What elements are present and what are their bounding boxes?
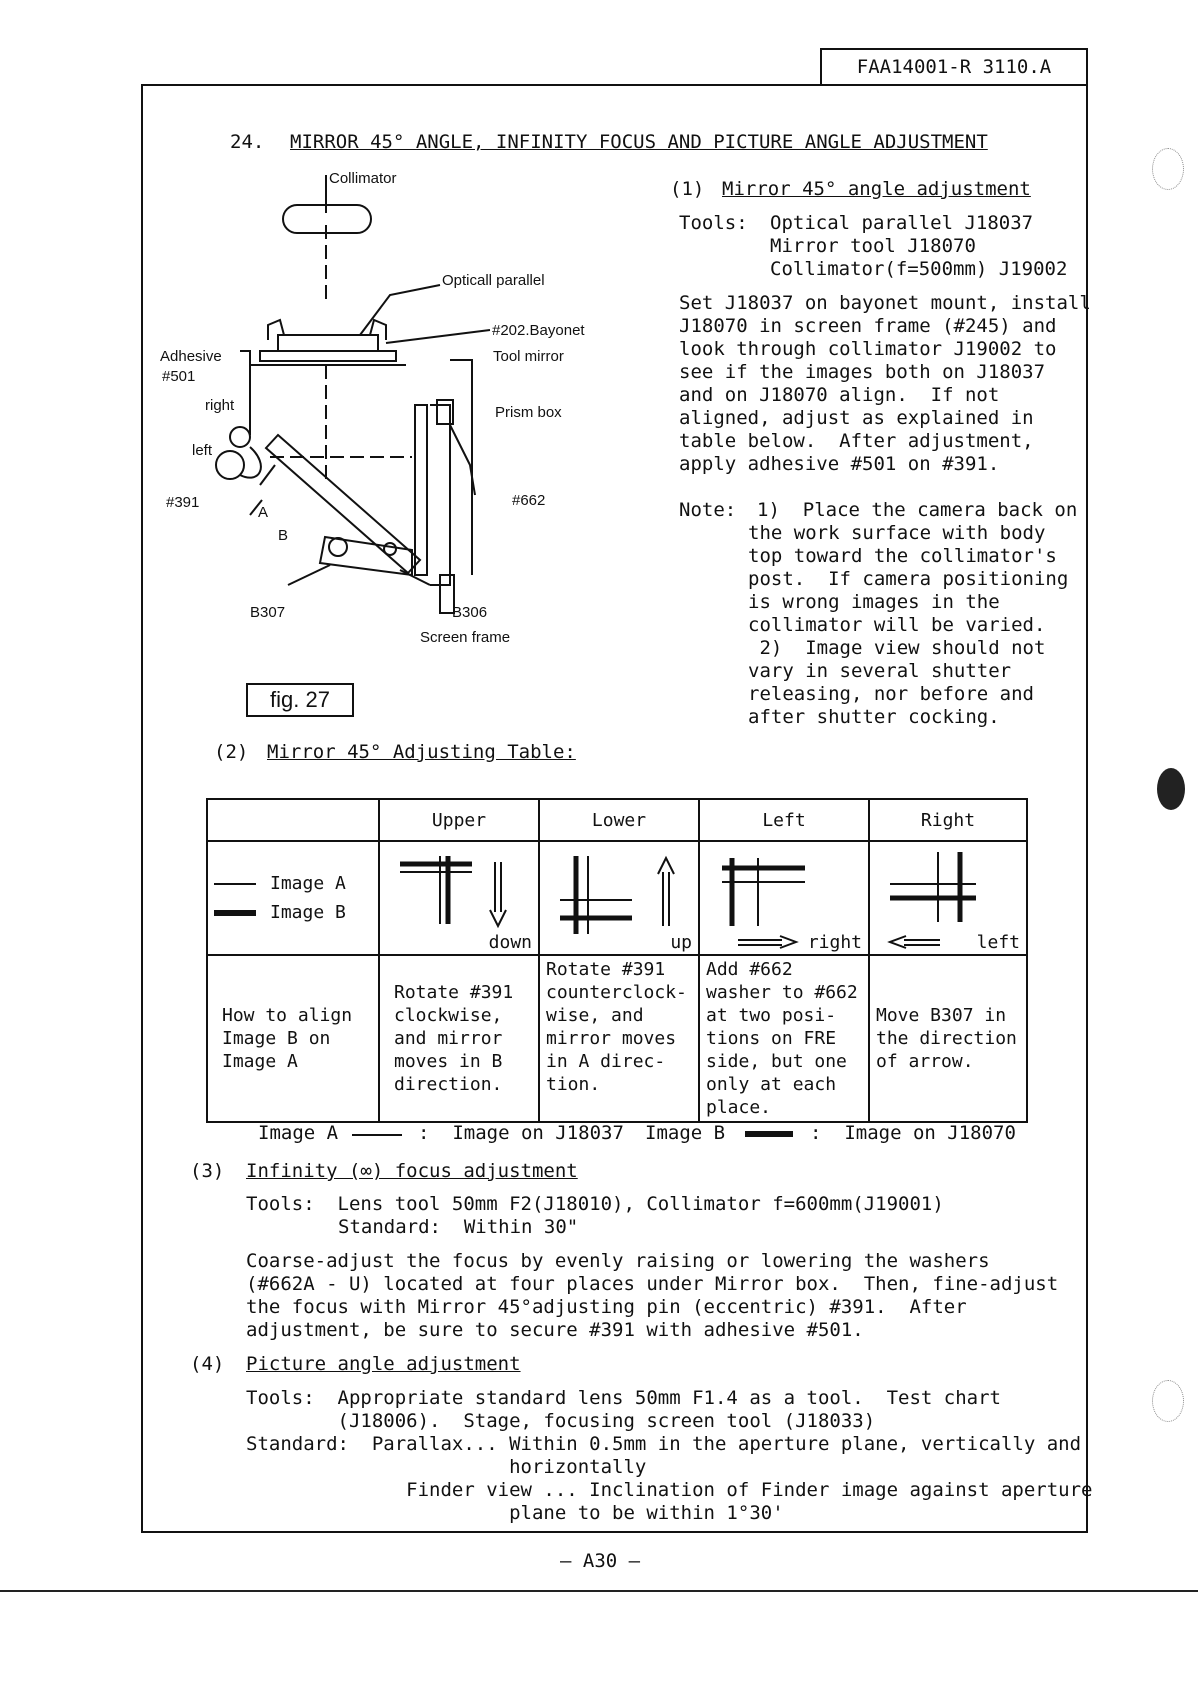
lower-line-1: Rotate #391 — [546, 959, 666, 980]
upper-line-4: moves in B — [394, 1051, 503, 1072]
left-line-4: tions on FRE — [706, 1028, 837, 1049]
label-right: right — [205, 397, 235, 414]
right-instructions — [869, 955, 1027, 1122]
part3-para-4: adjustment, be sure to secure #391 with adhesive #501. — [246, 1319, 864, 1341]
note-line-5: is wrong images in the — [748, 591, 1000, 613]
label-adhesive: Adhesive — [160, 348, 222, 365]
part1-tool-3: Collimator(f=500mm) J19002 — [770, 258, 1068, 280]
label-tool-mirror: Tool mirror — [493, 348, 564, 365]
table-corner — [207, 799, 379, 841]
part4-line-3: Standard: Parallax... Within 0.5mm in the aperture plane, vertically and — [246, 1433, 1082, 1455]
part1-number: (1) — [670, 178, 705, 200]
right-line-2: the direction — [876, 1028, 1017, 1049]
table-header-left: Left — [699, 799, 869, 841]
table-header-right: Right — [869, 799, 1027, 841]
section-number: 24. — [230, 131, 265, 153]
row-label-cell — [207, 955, 379, 1122]
lower-image-cell — [539, 841, 699, 955]
left-image-cell — [699, 841, 869, 955]
upper-line-5: direction. — [394, 1074, 503, 1095]
part4-line-4: horizontally — [246, 1456, 647, 1478]
part2-number: (2) — [214, 741, 249, 763]
right-image-cell — [869, 841, 1027, 955]
part3-title: Infinity (∞) focus adjustment — [246, 1160, 578, 1182]
upper-line-1: Rotate #391 — [394, 982, 514, 1003]
legend-image-b: Image B — [270, 902, 346, 923]
part1-para-5: and on J18070 align. If not — [679, 384, 1000, 406]
label-screen-frame: Screen frame — [420, 629, 511, 646]
note-line-6: collimator will be varied. — [748, 614, 1046, 636]
label-662: #662 — [512, 492, 546, 509]
legend-a-label: Image A — [258, 1122, 339, 1144]
part3-number: (3) — [190, 1160, 225, 1182]
label-b306: B306 — [452, 604, 488, 621]
legend-image-a: Image A — [270, 873, 346, 894]
label-prism-box: Prism box — [495, 404, 562, 421]
part1-tools-label: Tools: — [679, 212, 748, 234]
legend-cell — [207, 841, 379, 955]
left-instructions — [699, 955, 869, 1122]
lower-line-3: wise, and — [546, 1005, 644, 1026]
part1-para-3: look through collimator J19002 to — [679, 338, 1057, 360]
upper-instructions — [379, 955, 539, 1122]
part1-title: Mirror 45° angle adjustment — [722, 178, 1031, 200]
part4-title: Picture angle adjustment — [246, 1353, 521, 1375]
part1-para-2: J18070 in screen frame (#245) and — [679, 315, 1057, 337]
left-line-1: Add #662 — [706, 959, 793, 980]
row-label-2: Image B on — [222, 1028, 331, 1049]
row-label-3: Image A — [222, 1051, 298, 1072]
lower-instructions — [539, 955, 699, 1122]
lower-line-5: in A direc- — [546, 1051, 666, 1072]
part3-para-2: (#662A - U) located at four places under Mirror box. Then, fine-adjust — [246, 1273, 1059, 1295]
part4-line-1: Tools: Appropriate standard lens 50mm F1.4 as a tool. Test chart — [246, 1387, 1001, 1409]
note-line-2: the work surface with body — [748, 522, 1046, 544]
note-line-1: 1) Place the camera back on — [757, 499, 1078, 521]
image-b-line-icon — [214, 910, 256, 916]
left-line-7: place. — [706, 1097, 772, 1118]
part1-para-7: table below. After adjustment, — [679, 430, 1034, 452]
part3-standard: Standard: Within 30" — [338, 1216, 579, 1238]
dir-down: down — [488, 932, 532, 953]
document-id: FAA14001-R 3110.A — [820, 48, 1088, 84]
right-line-3: of arrow. — [876, 1051, 974, 1072]
part1-para-6: aligned, adjust as explained in — [679, 407, 1034, 429]
note-line-7: 2) Image view should not — [748, 637, 1046, 659]
table-header-upper: Upper — [379, 799, 539, 841]
left-line-5: side, but one — [706, 1051, 847, 1072]
left-line-6: only at each — [706, 1074, 837, 1095]
label-collimator: Collimator — [329, 170, 397, 187]
label-left: left — [192, 442, 213, 459]
label-a: A — [258, 504, 269, 521]
punch-hole-mark — [1157, 768, 1185, 810]
part1-tool-2: Mirror tool J18070 — [770, 235, 976, 257]
label-391: #391 — [166, 494, 200, 511]
label-bayonet: #202.Bayonet — [492, 322, 585, 339]
figure-caption: fig. 27 — [246, 683, 354, 717]
note-line-10: after shutter cocking. — [748, 706, 1000, 728]
note-label: Note: — [679, 499, 737, 521]
note-line-4: post. If camera positioning — [748, 568, 1069, 590]
page-number: — A30 — — [560, 1550, 641, 1572]
part3-para-1: Coarse-adjust the focus by evenly raising or lowering the washers — [246, 1250, 990, 1272]
note-line-9: releasing, nor before and — [748, 683, 1034, 705]
part4-line-6: plane to be within 1°30' — [246, 1502, 784, 1524]
legend-a-line-icon — [352, 1134, 402, 1136]
mirror-diagram — [150, 165, 630, 725]
legend-a-text: : Image on J18037 — [418, 1122, 624, 1144]
part3-tools: Tools: Lens tool 50mm F2(J18010), Collimator f=600mm(J19001) — [246, 1193, 944, 1215]
punch-hole-top — [1152, 148, 1184, 190]
row-label-1: How to align — [222, 1005, 353, 1026]
part4-line-2: (J18006). Stage, focusing screen tool (J18033) — [246, 1410, 876, 1432]
part1-tool-1: Optical parallel J18037 — [770, 212, 1034, 234]
part3-para-3: the focus with Mirror 45°adjusting pin (eccentric) #391. After — [246, 1296, 967, 1318]
part4-line-5: Finder view ... Inclination of Finder image against aperture — [246, 1479, 1093, 1501]
section-title: MIRROR 45° ANGLE, INFINITY FOCUS AND PICTURE ANGLE ADJUSTMENT — [290, 131, 988, 153]
legend-b-text: : Image on J18070 — [810, 1122, 1016, 1144]
dir-right: right — [807, 932, 862, 953]
part1-para-1: Set J18037 on bayonet mount, install — [679, 292, 1091, 314]
label-optical-parallel: Opticall parallel — [442, 272, 545, 289]
lower-line-6: tion. — [546, 1074, 601, 1095]
punch-hole-bottom — [1152, 1380, 1184, 1422]
bottom-rule — [0, 1590, 1198, 1592]
upper-line-3: and mirror — [394, 1028, 503, 1049]
lower-line-4: mirror moves — [546, 1028, 677, 1049]
note-line-8: vary in several shutter — [748, 660, 1012, 682]
dir-up: up — [670, 932, 692, 953]
part4-number: (4) — [190, 1353, 225, 1375]
right-line-1: Move B307 in — [876, 1005, 1007, 1026]
note-line-3: top toward the collimator's — [748, 545, 1057, 567]
adjusting-table — [206, 798, 1028, 1123]
legend-b-line-icon — [745, 1131, 793, 1137]
part1-para-4: see if the images both on J18037 — [679, 361, 1046, 383]
legend-b-label: Image B — [645, 1122, 726, 1144]
part2-title: Mirror 45° Adjusting Table: — [267, 741, 576, 763]
left-line-3: at two posi- — [706, 1005, 837, 1026]
upper-line-2: clockwise, — [394, 1005, 503, 1026]
label-b307: B307 — [250, 604, 286, 621]
dir-left: left — [976, 932, 1020, 953]
image-a-line-icon — [214, 883, 256, 885]
lower-line-2: counterclock- — [546, 982, 687, 1003]
label-adhesive-num: #501 — [162, 368, 196, 385]
part1-para-8: apply adhesive #501 on #391. — [679, 453, 1000, 475]
left-line-2: washer to #662 — [706, 982, 858, 1003]
label-b: B — [278, 527, 289, 544]
upper-image-cell — [379, 841, 539, 955]
table-header-lower: Lower — [539, 799, 699, 841]
